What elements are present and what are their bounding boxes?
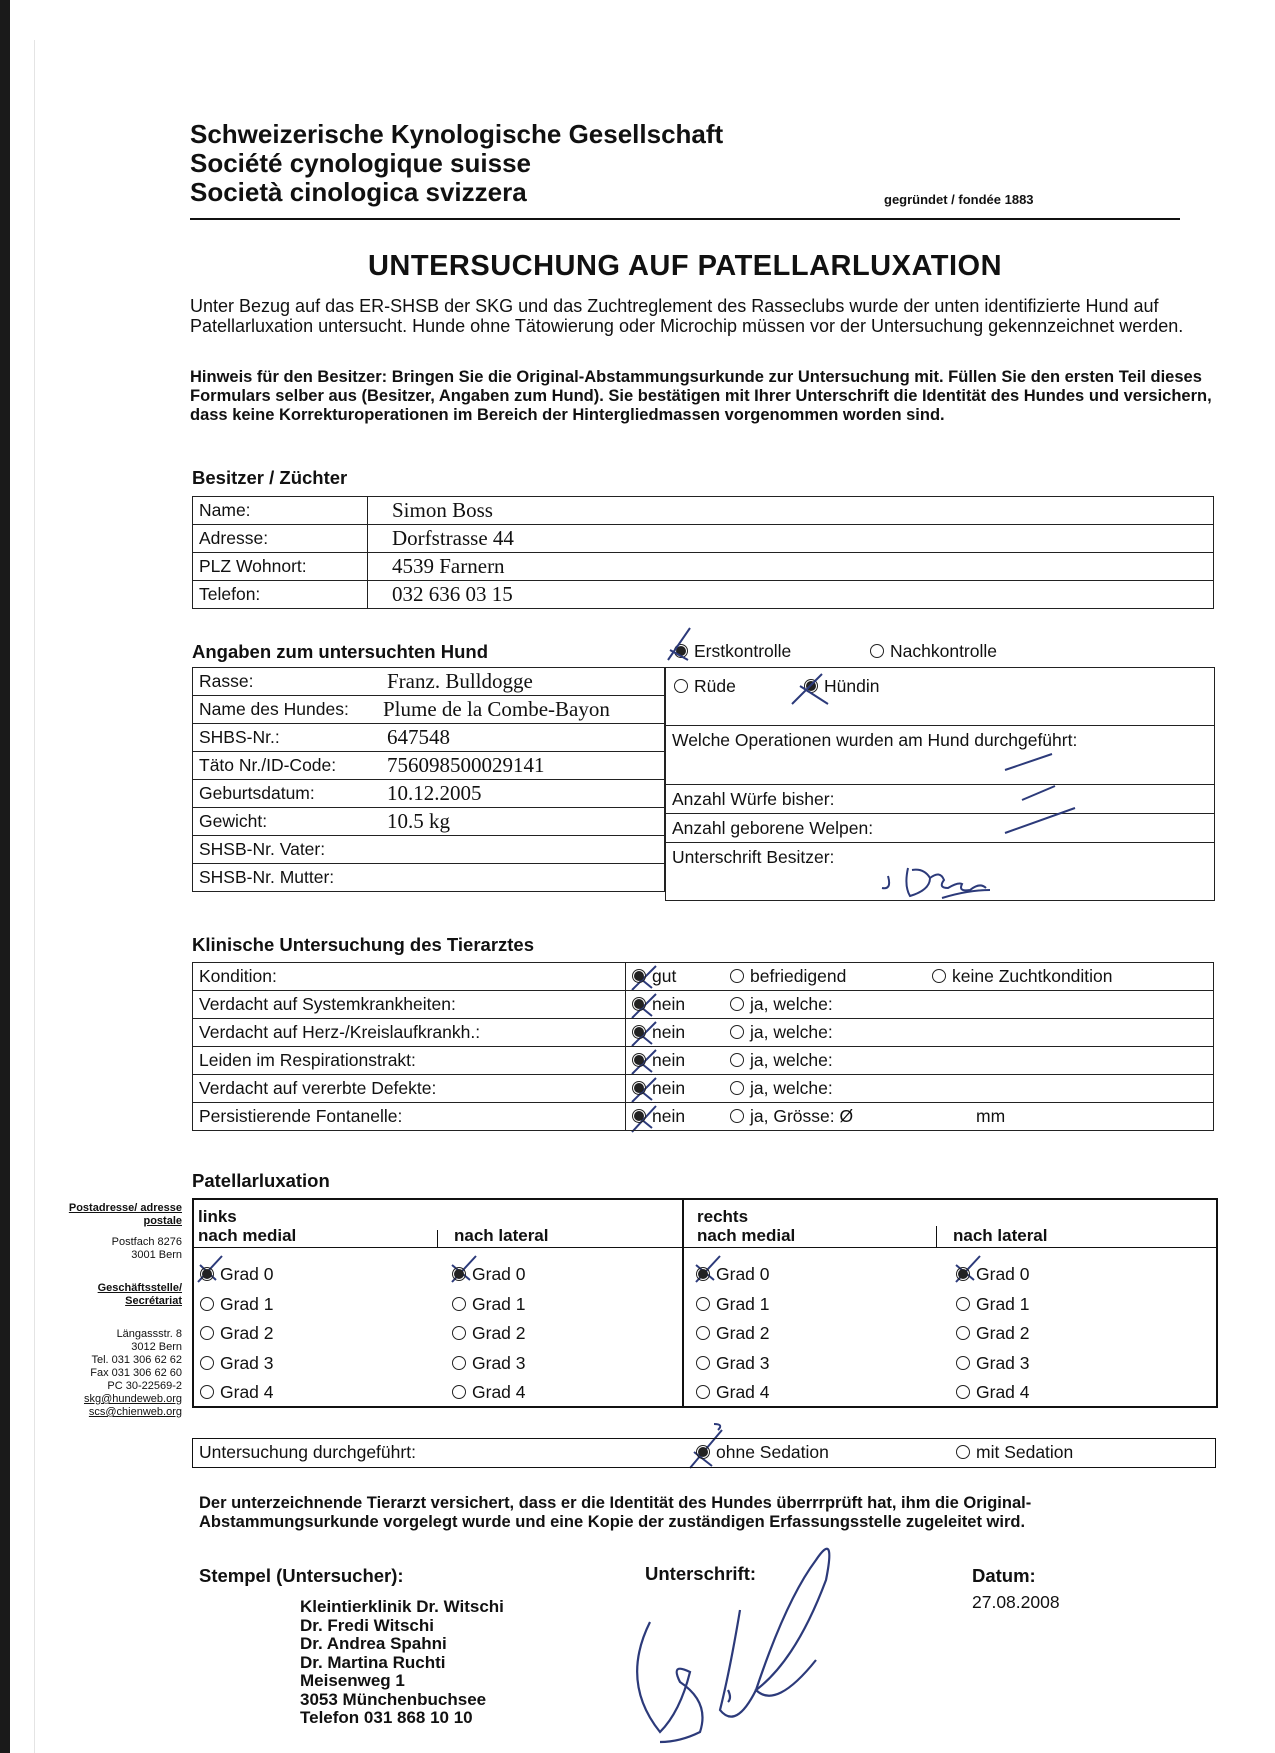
fontanelle-yes-option[interactable] [730,1106,976,1127]
grade-radio[interactable] [696,1356,710,1370]
clinical-systemic-label: Verdacht auf Systemkrankheiten: [193,991,626,1019]
respiratory-yes-option[interactable] [730,1050,833,1070]
systemic-yes-radio[interactable] [730,997,744,1011]
dog-shbs-label: SHBS-Nr.: [193,724,382,752]
condition-good-option[interactable] [632,966,730,987]
grade-radio[interactable] [956,1356,970,1370]
owner-name-value[interactable]: Simon Boss [368,497,1214,525]
grade-label: Grad 1 [976,1293,1030,1314]
exam-without-label: ohne Sedation [716,1442,829,1462]
grade-option[interactable] [452,1349,526,1379]
grade-radio[interactable] [452,1356,466,1370]
heart-yes-option[interactable] [730,1022,833,1042]
grade-option[interactable] [200,1378,274,1408]
grade-radio[interactable] [696,1326,710,1340]
vet-stamp [300,1598,504,1728]
vet-declaration: Der unterzeichnende Tierarzt versichert, dass er die Identität des Hundes überrrprüft hat, ihm die Original-Abstammungsurkunde vorgelegt wurde und eine Kopie der zuständigen Erfassungsstelle zugeleitet wird. [199,1494,1032,1531]
grade-label: Grad 4 [220,1382,274,1402]
grade-option[interactable] [956,1260,1030,1290]
systemic-yes-label: ja, welche: [750,994,833,1014]
condition-good-label: gut [652,966,677,986]
hereditary-no-label: nein [652,1078,686,1098]
clinical-heading: Klinische Untersuchung des Tierarztes [192,934,535,955]
patella-right-lateral-label: nach lateral [953,1226,1048,1245]
owner-name-label: Name: [193,497,368,525]
stamp-line: Meisenweg 1 [300,1671,405,1690]
clinical-row [193,1075,1214,1103]
grade-radio[interactable] [956,1267,970,1281]
puppies-label: Anzahl geborene Welpen: [672,818,874,838]
respiratory-no-radio[interactable] [632,1053,646,1067]
grade-radio[interactable] [956,1297,970,1311]
date-value[interactable]: 27.08.2008 [972,1592,1060,1612]
stamp-line: Kleintierklinik Dr. Witschi [300,1597,504,1616]
heart-no-radio[interactable] [632,1025,646,1039]
patella-heading: Patellarluxation [192,1170,330,1191]
date-label: Datum: [972,1565,1036,1586]
org-name-de: Schweizerische Kynologische Gesellschaft [190,119,724,149]
grade-label: Grad 0 [472,1264,526,1284]
office-heading: Geschäftsstelle/ Secrétariat [97,1282,182,1307]
grade-label: Grad 2 [976,1323,1030,1343]
patella-right-label: rechts [697,1207,749,1226]
grade-option[interactable] [200,1349,274,1379]
office-line-1: Längassstr. 8 [116,1328,182,1340]
grade-label: Grad 2 [220,1323,274,1343]
respiratory-no-option[interactable] [632,1050,730,1071]
owner-signature-label: Unterschrift Besitzer: [672,847,835,867]
clinical-hereditary-options [626,1075,1214,1103]
grade-option[interactable] [956,1349,1030,1379]
condition-fair-label: befriedigend [750,966,847,986]
grade-label: Grad 0 [220,1264,274,1284]
patella-center-divider [682,1198,684,1406]
grade-radio[interactable] [200,1356,214,1370]
grades-right-lateral [956,1260,1030,1408]
clinical-heart-label: Verdacht auf Herz-/Kreislaufkrankh.: [193,1019,626,1047]
condition-none-radio[interactable] [932,969,946,983]
fontanelle-unit: mm [976,1106,1006,1126]
heart-yes-label: ja, welche: [750,1022,833,1042]
clinical-heart-options [626,1019,1214,1047]
owner-heading: Besitzer / Züchter [192,467,348,488]
grade-label: Grad 1 [472,1293,526,1314]
org-name-it: Società cinologica svizzera [190,177,527,207]
dog-name-label: Name des Hundes: [193,696,382,724]
grade-label: Grad 2 [472,1323,526,1343]
grade-label: Grad 2 [716,1323,770,1343]
dog-chip-label: Täto Nr./ID-Code: [193,752,382,780]
clinical-respiratory-label: Leiden im Respirationstrakt: [193,1047,626,1075]
clinical-systemic-options [626,991,1214,1019]
dog-heading: Angaben zum untersuchten Hund [192,641,488,662]
grade-label: Grad 4 [716,1382,770,1402]
owner-phone-value[interactable]: 032 636 03 15 [368,581,1214,609]
fontanelle-no-option[interactable] [632,1106,730,1127]
grade-option[interactable] [696,1319,770,1349]
grade-label: Grad 1 [716,1293,770,1314]
condition-good-radio[interactable] [632,969,646,983]
grade-radio[interactable] [956,1326,970,1340]
grade-label: Grad 0 [976,1264,1030,1284]
grade-option[interactable] [200,1290,274,1320]
stamp-line: Dr. Andrea Spahni [300,1634,447,1653]
patella-right-header [697,1207,795,1245]
exam-with-radio[interactable] [956,1445,970,1459]
stamp-line: Telefon 031 868 10 10 [300,1708,473,1727]
clinical-fontanelle-options [626,1103,1214,1131]
clinical-hereditary-label: Verdacht auf vererbte Defekte: [193,1075,626,1103]
grade-label: Grad 1 [220,1293,274,1314]
owner-address-value[interactable]: Dorfstrasse 44 [368,525,1214,553]
clinical-row [193,963,1214,991]
owner-city-label: PLZ Wohnort: [193,553,368,581]
heart-no-option[interactable] [632,1022,730,1043]
owner-phone-label: Telefon: [193,581,368,609]
systemic-no-label: nein [652,994,686,1014]
exam-without-radio[interactable] [696,1445,710,1459]
exam-with-option[interactable] [956,1442,1073,1463]
clinical-row [193,1019,1214,1047]
fontanelle-yes-radio[interactable] [730,1109,744,1123]
grade-radio[interactable] [200,1385,214,1399]
clinical-respiratory-options [626,1047,1214,1075]
clinical-row [193,991,1214,1019]
patella-tick-right [936,1226,937,1248]
fontanelle-no-label: nein [652,1106,686,1126]
dog-dam-label: SHSB-Nr. Mutter: [193,864,382,892]
patella-right-medial-label: nach medial [697,1226,796,1245]
dog-shbs-value[interactable]: 647548 [381,724,665,752]
grade-option[interactable] [696,1290,770,1320]
vet-signature-label: Unterschrift: [645,1563,757,1584]
patella-left-medial-label: nach medial [198,1226,297,1245]
grade-radio[interactable] [200,1297,214,1311]
grade-label: Grad 4 [472,1382,526,1402]
hereditary-no-option[interactable] [632,1078,730,1099]
owner-hint: Hinweis für den Besitzer: Bringen Sie die Original-Abstammungsurkunde zur Untersuchung mit. Füllen Sie den ersten Teil dieses Formulars selber aus (Besitzer, Angaben zum Hund). Sie bestätigen mit Ihrer Unterschrift die Identität des Hundes und versichern, dass keine Korrekturoperationen im Bereich der Hintergliedmassen vorgenommen worden sind. [190,368,1212,424]
grade-label: Grad 3 [472,1352,526,1373]
stamp-label: Stempel (Untersucher): [199,1565,404,1586]
grade-option[interactable] [956,1290,1030,1320]
exam-without-option[interactable] [696,1442,829,1463]
condition-none-option[interactable] [932,966,1113,986]
hereditary-no-radio[interactable] [632,1081,646,1095]
clinical-row [193,1047,1214,1075]
grade-radio[interactable] [452,1326,466,1340]
operations-question: Welche Operationen wurden am Hund durchgeführt: [672,730,1078,750]
systemic-yes-option[interactable] [730,994,833,1014]
dog-breed-label: Rasse: [193,668,382,696]
office-line-2: 3012 Bern [131,1341,182,1353]
office-tel: Tel. 031 306 62 62 [91,1354,182,1366]
postal-line-1: Postfach 8276 [111,1236,182,1248]
condition-fair-radio[interactable] [730,969,744,983]
respiratory-no-label: nein [652,1050,686,1070]
clinical-condition-label: Kondition: [193,963,626,991]
litters-label: Anzahl Würfe bisher: [672,789,835,809]
owner-address-label: Adresse: [193,525,368,553]
grade-option[interactable] [452,1378,526,1408]
grade-label: Grad 3 [220,1352,274,1373]
founded-note: gegründet / fondée 1883 [884,192,1034,207]
sex-female-label: Hündin [824,676,880,696]
grade-radio[interactable] [696,1385,710,1399]
grade-option[interactable] [696,1349,770,1379]
heart-no-label: nein [652,1022,686,1042]
patella-header-divider [192,1247,1216,1248]
grades-right-medial [696,1260,770,1408]
stamp-line: Dr. Fredi Witschi [300,1615,434,1635]
postal-heading: Postadresse/ adresse postale [68,1202,182,1227]
grade-option[interactable] [452,1290,526,1320]
systemic-no-radio[interactable] [632,997,646,1011]
grade-option[interactable] [452,1260,526,1290]
grade-radio[interactable] [696,1267,710,1281]
control-first-label: Erstkontrolle [694,641,792,661]
dog-birthdate-value[interactable]: 10.12.2005 [381,780,665,808]
grade-option[interactable] [956,1319,1030,1349]
hereditary-yes-option[interactable] [730,1078,833,1098]
clinical-table [192,962,1214,1131]
org-name-fr: Société cynologique suisse [190,148,531,178]
control-follow-label: Nachkontrolle [890,641,997,661]
office-pc: PC 30-22569-2 [107,1380,182,1392]
patella-tick-left [437,1230,438,1248]
grade-option[interactable] [200,1260,274,1290]
dog-weight-value[interactable]: 10.5 kg [381,808,665,836]
dog-birthdate-label: Geburtsdatum: [193,780,382,808]
patella-left-header [198,1207,296,1245]
grade-label: Grad 4 [976,1382,1030,1402]
dog-chip-value[interactable]: 756098500029141 [381,752,665,780]
clinical-row [193,1103,1214,1131]
grade-radio[interactable] [200,1326,214,1340]
grade-label: Grad 3 [716,1352,770,1373]
sex-male-label: Rüde [694,676,736,696]
exam-with-label: mit Sedation [976,1442,1074,1462]
email-scs[interactable]: scs@chienweb.org [88,1406,182,1418]
patella-left-label: links [198,1207,237,1226]
dog-breed-value[interactable]: Franz. Bulldogge [381,668,665,696]
fontanelle-yes-label: ja, Grösse: Ø [750,1106,854,1126]
stamp-line: 3053 Münchenbuchsee [300,1689,487,1709]
dog-weight-label: Gewicht: [193,808,382,836]
patella-left-lateral-label: nach lateral [454,1226,549,1245]
dog-sire-label: SHSB-Nr. Vater: [193,836,382,864]
owner-city-value[interactable]: 4539 Farnern [368,553,1214,581]
grade-radio[interactable] [452,1385,466,1399]
grades-left-lateral [452,1260,526,1408]
office-fax: Fax 031 306 62 60 [90,1367,182,1379]
exam-label: Untersuchung durchgeführt: [199,1442,416,1462]
clinical-fontanelle-label: Persistierende Fontanelle: [193,1103,626,1131]
grade-label: Grad 0 [716,1264,770,1284]
grade-radio[interactable] [696,1297,710,1311]
grade-radio[interactable] [452,1267,466,1281]
respiratory-yes-label: ja, welche: [750,1050,833,1070]
grades-left-medial [200,1260,274,1408]
respiratory-yes-radio[interactable] [730,1053,744,1067]
grade-radio[interactable] [200,1267,214,1281]
hereditary-yes-radio[interactable] [730,1081,744,1095]
heart-yes-radio[interactable] [730,1025,744,1039]
hereditary-yes-label: ja, welche: [750,1078,833,1098]
grade-option[interactable] [696,1378,770,1408]
condition-fair-option[interactable] [730,966,932,987]
sidebar-address [60,1202,182,1419]
grade-option[interactable] [200,1319,274,1349]
fontanelle-no-radio[interactable] [632,1109,646,1123]
stamp-line: Dr. Martina Ruchti [300,1652,446,1672]
intro-text: Unter Bezug auf das ER-SHSB der SKG und das Zuchtreglement des Rasseclubs wurde der unten identifizierte Hund auf Patellarluxation untersucht. Hunde ohne Tätowierung oder Microchip müssen vor der Untersuchung gekennzeichnet werden. [190,296,1184,336]
grade-label: Grad 3 [976,1352,1030,1373]
grade-option[interactable] [696,1260,770,1290]
grade-radio[interactable] [956,1385,970,1399]
grade-option[interactable] [452,1319,526,1349]
condition-none-label: keine Zuchtkondition [952,966,1113,986]
grade-radio[interactable] [452,1297,466,1311]
form-title: UNTERSUCHUNG AUF PATELLARLUXATION [367,250,1003,282]
systemic-no-option[interactable] [632,994,730,1015]
grade-option[interactable] [956,1378,1030,1408]
postal-line-2: 3001 Bern [131,1249,182,1261]
email-skg[interactable]: skg@hundeweb.org [83,1393,182,1405]
dog-name-value[interactable]: Plume de la Combe-Bayon [381,696,665,724]
clinical-condition-options [626,963,1214,991]
